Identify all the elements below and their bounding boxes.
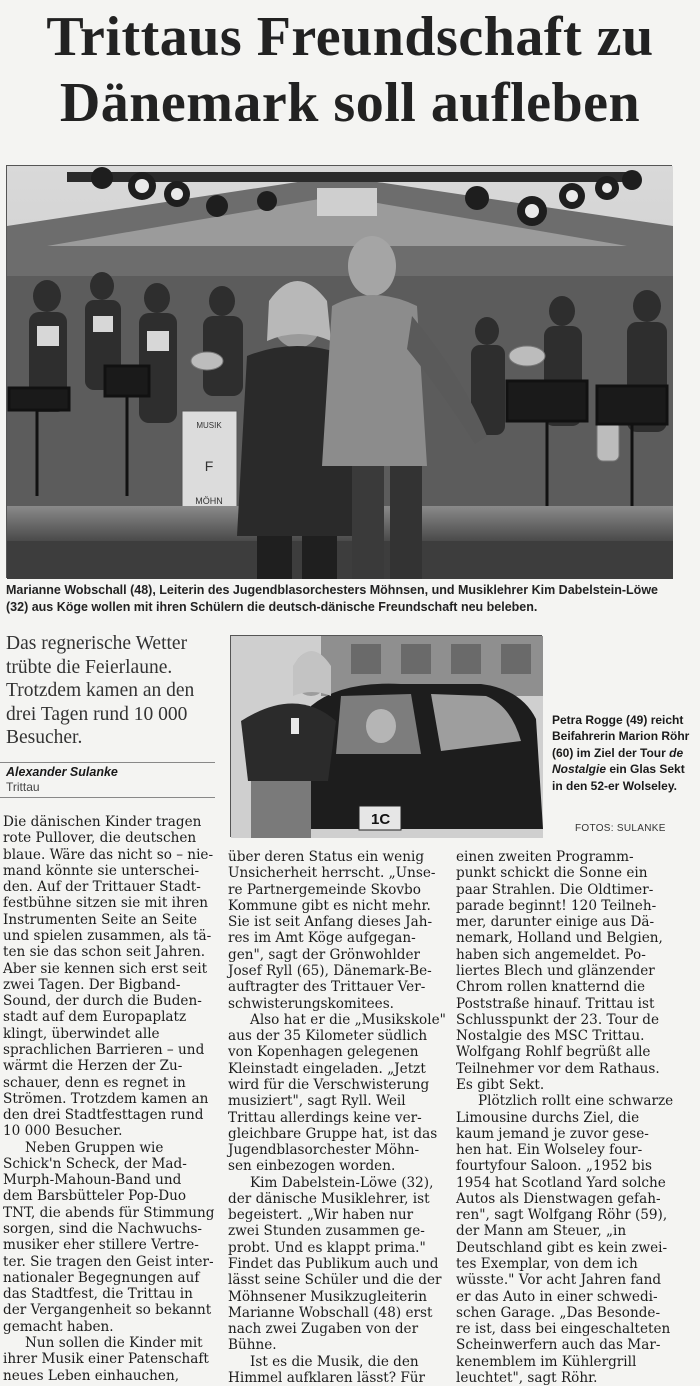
teaser-text: Das regnerische Wetter trübte die Feierlaune. Trotzdem kamen an den drei Tagen rund 10 000 Besucher.: [6, 633, 195, 748]
photo-caption-main: Marianne Wobschall (48), Leiterin des Jugendblasorchesters Möhnsen, und Musiklehrer Kim Dabelstein-Löwe (32) aus Köge wollen mit ihren Schülern die deutsch-dänische Freundschaft neu beleben.: [6, 583, 658, 614]
article-line: Deutschland gibt es kein zwei-: [456, 1239, 668, 1256]
article-line: zwei Stunden zusammen ge-: [228, 1223, 425, 1240]
article-line: der Mann am Steuer, „in: [456, 1223, 627, 1240]
article-line: ren", sagt Wolfgang Röhr (59),: [456, 1207, 668, 1224]
article-line: leuchtet", sagt Röhr.: [456, 1370, 598, 1386]
article-line: sprachlichen Barrieren – und: [3, 1041, 205, 1058]
article-paragraph: [228, 849, 448, 1012]
article-line: klingt, überwindet alle: [3, 1025, 160, 1042]
article-line: punkt schickt die Sonne ein: [456, 865, 648, 882]
license-plate-fragment: 1C: [371, 811, 391, 828]
dateline-place: Trittau: [6, 780, 40, 794]
article-line: kaum jemand je zuvor gese-: [456, 1125, 649, 1142]
article-line: lässt seine Schüler und die der: [228, 1272, 442, 1289]
article-line: Es gibt Sekt.: [456, 1076, 545, 1093]
article-line: stadt auf dem Europaplatz: [3, 1009, 187, 1026]
article-line: schwisterungskomitees.: [228, 995, 395, 1012]
article-line: festbühne sitzen sie mit ihren: [3, 895, 209, 912]
article-paragraph: [228, 1012, 448, 1175]
article-line: Josef Ryll (65), Dänemark-Be-: [228, 962, 432, 979]
article-line: auftragter des Trittauer Ver-: [228, 979, 426, 996]
article-line: probt. Und es klappt prima.": [228, 1239, 426, 1256]
article-line: wird für die Verschwisterung: [228, 1076, 430, 1093]
author-name: Alexander Sulanke: [6, 765, 118, 779]
article-line: Kommune gibt es nicht mehr.: [228, 897, 431, 914]
article-line: re Partnergemeinde Skovbo: [228, 881, 421, 898]
article-line: Möhnsener Musikzugleiterin: [228, 1288, 427, 1305]
article-line: dem Barsbütteler Pop-Duo: [3, 1188, 187, 1205]
article-column-3: [456, 849, 691, 1386]
article-line: Trittau allerdings keine ver-: [228, 1109, 422, 1126]
article-line: Bühne.: [228, 1337, 277, 1354]
article-line: der Vergangenheit so bekannt: [3, 1302, 212, 1319]
article-line: ter. Sie tragen den Geist inter-: [3, 1253, 214, 1270]
article-line: 10 000 Besucher.: [3, 1123, 123, 1140]
article-line: nemark, Holland und Belgien,: [456, 930, 663, 947]
article-line: Neben Gruppen wie: [25, 1139, 164, 1156]
article-line: Jugendblasorchester Möhn-: [228, 1142, 420, 1159]
article-line: Chrom rollen knatternd die: [456, 979, 645, 996]
article-line: Findet das Publikum auch und: [228, 1256, 439, 1273]
article-paragraph: [228, 1354, 448, 1386]
article-line: rote Pullover, die deutschen: [3, 830, 197, 847]
banner-text-2: F: [204, 458, 214, 474]
article-line: tes Exemplar, von dem ich: [456, 1256, 638, 1273]
article-line: Limousine durchs Ziel, die: [456, 1109, 640, 1126]
article-line: 1954 hat Scotland Yard solche: [456, 1174, 666, 1191]
article-line: musiziert", sagt Ryll. Weil: [228, 1093, 406, 1110]
article-line: Strömen. Trotzdem kamen an: [3, 1090, 209, 1107]
article-line: Marianne Wobschall (48) erst: [228, 1304, 433, 1321]
caption-side-part-2: de Nostalgie: [552, 745, 684, 777]
article-line: nach zwei Zugaben von der: [228, 1321, 419, 1338]
article-line: mer, darunter einige aus Dä-: [456, 914, 655, 931]
article-line: paar Strahlen. Die Oldtimer-: [456, 881, 654, 898]
article-line: res im Amt Köge aufgegan-: [228, 930, 416, 947]
article-line: den drei Stadtfesttagen rund: [3, 1107, 204, 1124]
article-line: hen hat. Ein Wolseley four-: [456, 1142, 643, 1159]
article-line: Also hat er die „Musikskole": [250, 1011, 446, 1028]
article-line: Sound, der durch die Buden-: [3, 993, 202, 1010]
photo-caption-side: [552, 712, 692, 794]
article-paragraph: [456, 1093, 691, 1386]
article-paragraph: [456, 849, 691, 1093]
article-line: Nostalgie des MSC Trittau.: [456, 1028, 645, 1045]
article-line: einen zweiten Programm-: [456, 849, 634, 865]
car-photo-illustration: [231, 636, 543, 838]
article-line: neues Leben einhauchen,: [3, 1367, 180, 1384]
article-line: von Kopenhagen gelegenen: [228, 1044, 419, 1061]
article-line: wärmt die Herzen der Zu-: [3, 1058, 183, 1075]
article-line: musiker eher stillere Vertre-: [3, 1237, 199, 1254]
article-line: Kleinstadt eingeladen. „Jetzt: [228, 1060, 426, 1077]
article-line: das Stadtfest, die Trittau in: [3, 1286, 193, 1303]
article-line: Die dänischen Kinder tragen: [3, 814, 202, 830]
article-line: Sie ist seit Anfang dieses Jah-: [228, 914, 433, 931]
divider-bottom: [0, 797, 215, 798]
article-line: über deren Status ein wenig: [228, 849, 425, 865]
article-line: Scheinwerfern auch das Mar-: [456, 1337, 661, 1354]
article-line: sorgen, sind die Nachwuchs-: [3, 1221, 203, 1238]
article-line: haben sich angemeldet. Po-: [456, 946, 646, 963]
banner-text-1: MUSIK: [196, 421, 222, 430]
article-line: Ist es die Musik, die den: [250, 1353, 419, 1370]
photo-credit: FOTOS: SULANKE: [575, 823, 666, 834]
article-line: fourtyfour Saloon. „1952 bis: [456, 1158, 652, 1175]
article-line: Himmel aufklaren lässt? Für: [228, 1370, 426, 1386]
article-line: aus der 35 Kilometer südlich: [228, 1028, 428, 1045]
article-line: ten sie das schon seit Jahren.: [3, 944, 206, 961]
article-line: schauer, denn es regnet in: [3, 1074, 186, 1091]
article-line: der dänische Musiklehrer, ist: [228, 1190, 430, 1207]
divider-top: [0, 762, 215, 763]
article-line: blaue. Wäre das nicht so – nie-: [3, 846, 214, 863]
article-line: Aber sie kennen sich erst seit: [3, 960, 208, 977]
article-line: und spielen zusammen, als tä-: [3, 927, 212, 944]
article-line: zwei Tagen. Der Bigband-: [3, 976, 181, 993]
headline-line-1: Trittaus Freundschaft zu: [46, 6, 654, 68]
article-line: Poststraße hinauf. Trittau ist: [456, 995, 655, 1012]
article-line: schen Garage. „Das Besonde-: [456, 1304, 661, 1321]
caption-side-part-3: ein Glas Sekt in den 52-er Wolseley.: [552, 762, 685, 793]
article-line: Kim Dabelstein-Löwe (32),: [250, 1174, 434, 1191]
banner-text-3: MÖHN: [195, 496, 223, 506]
article-line: sen einbezogen worden.: [228, 1158, 396, 1175]
article-line: Schlusspunkt der 23. Tour de: [456, 1011, 659, 1028]
article-line: gen", sagt der Grönwohlder: [228, 946, 420, 963]
article-line: Plötzlich rollt eine schwarze: [478, 1093, 674, 1110]
article-paragraph: [228, 1175, 448, 1354]
article-line: mand könnte sie unterschei-: [3, 862, 200, 879]
caption-side-part-1: Petra Rogge (49) reicht Beifahrerin Marion Röhr (60) im Ziel der Tour: [552, 713, 690, 760]
article-line: re ist, dass bei eingeschalteten: [456, 1321, 671, 1338]
article-line: begeistert. „Wir haben nur: [228, 1207, 414, 1224]
article-column-2: [228, 849, 448, 1386]
article-column-1: [3, 814, 223, 1384]
article-line: ihrer Musik einer Patenschaft: [3, 1351, 209, 1368]
article-line: den. Auf der Trittauer Stadt-: [3, 879, 201, 896]
stage-photo: [6, 165, 672, 578]
car-photo: [230, 635, 542, 837]
article-line: wüsste." Vor acht Jahren fand: [456, 1272, 662, 1289]
article-line: nationaler Begegnungen auf: [3, 1269, 200, 1286]
headline-line-2: Dänemark soll aufleben: [59, 72, 641, 134]
article-line: er das Auto in einer schwedi-: [456, 1288, 658, 1305]
article-line: gleichbare Gruppe hat, ist das: [228, 1125, 438, 1142]
article-line: TNT, die abends für Stimmung: [3, 1204, 215, 1221]
article-line: Nun sollen die Kinder mit: [25, 1335, 203, 1351]
article-line: kenemblem im Kühlergrill: [456, 1353, 637, 1370]
article-line: Unsicherheit herrscht. „Unse-: [228, 865, 436, 882]
article-line: parade beginnt! 120 Teilneh-: [456, 897, 657, 914]
article-paragraph: [3, 1140, 223, 1335]
article-paragraph: [3, 814, 223, 1140]
article-paragraph: [3, 1335, 223, 1384]
stage-photo-illustration: [7, 166, 673, 579]
article-line: Autos als Dienstwagen gefah-: [456, 1190, 661, 1207]
article-line: Instrumenten Seite an Seite: [3, 911, 198, 928]
article-line: Murph-Mahoun-Band und: [3, 1172, 182, 1189]
article-line: Schick'n Scheck, der Mad-: [3, 1155, 187, 1172]
article-line: Wolfgang Rohlf begrüßt alle: [456, 1044, 651, 1061]
article-line: liertes Blech und glänzender: [456, 962, 655, 979]
article-line: gemacht haben.: [3, 1318, 114, 1335]
article-line: Teilnehmer vor dem Rathaus.: [456, 1060, 660, 1077]
headline: [0, 4, 700, 136]
